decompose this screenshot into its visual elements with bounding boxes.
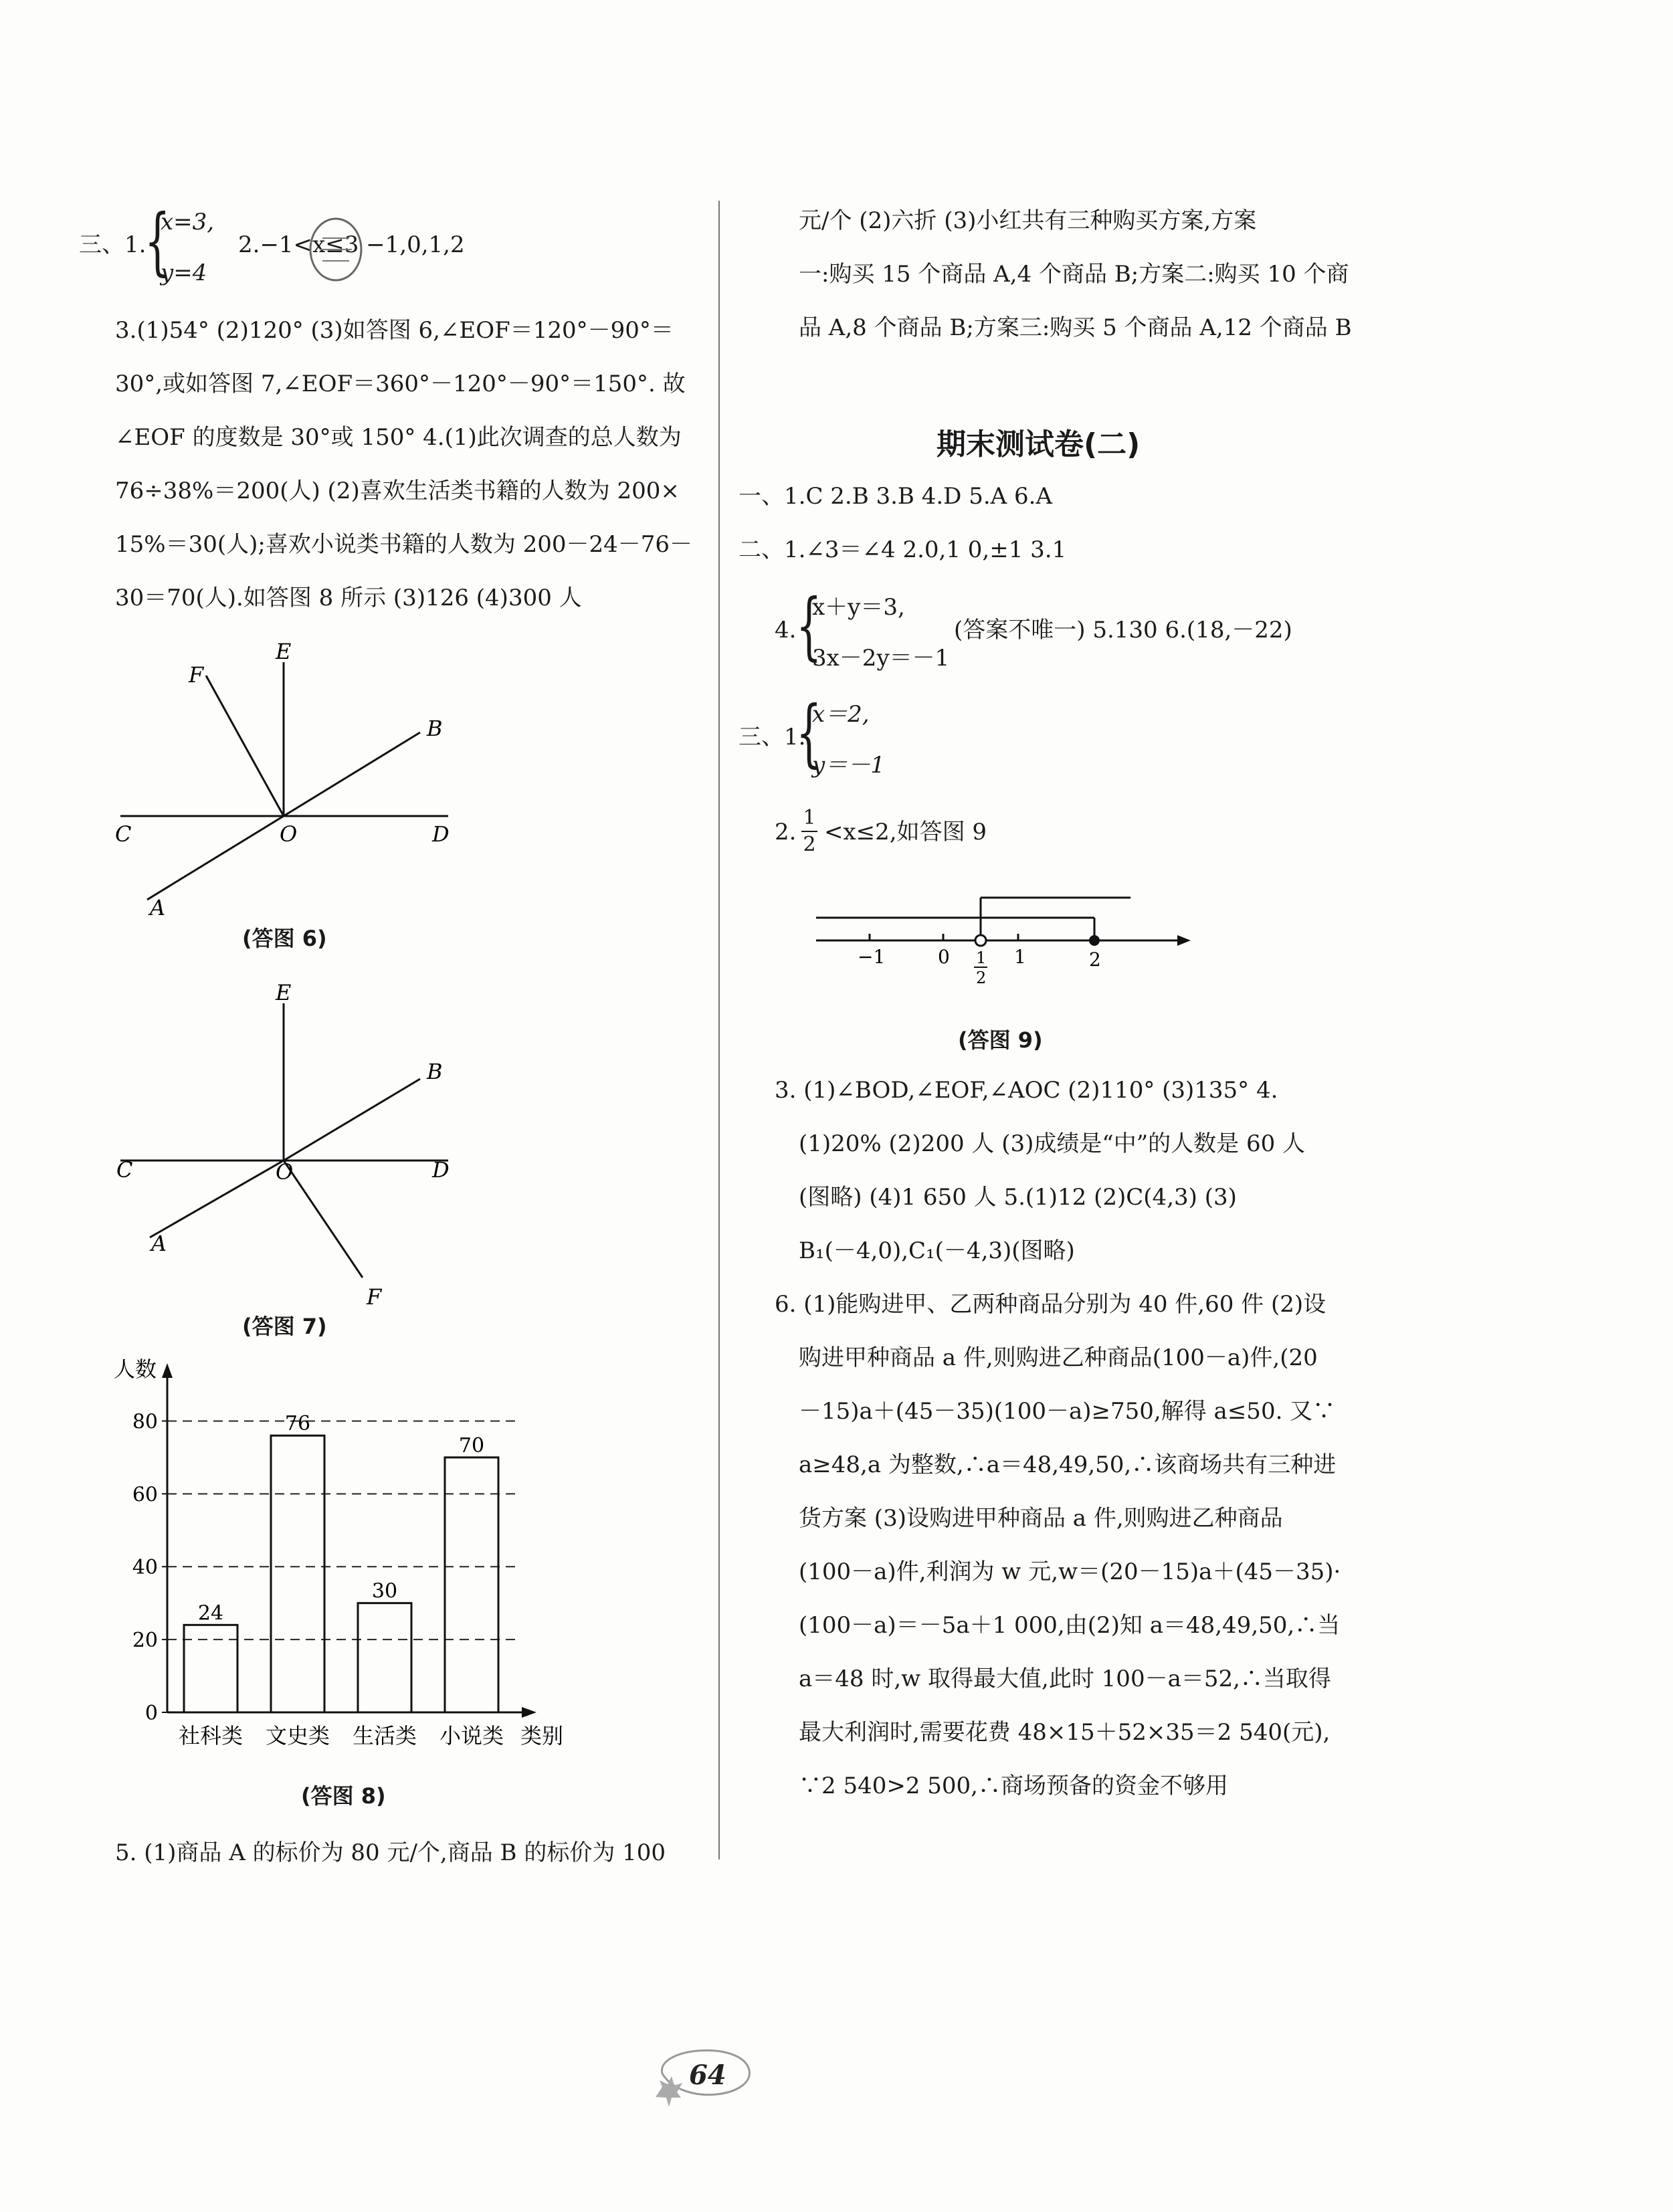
right-top-line-1: 元/个 (2)六折 (3)小红共有三种购买方案,方案 [799,207,1257,234]
brace: { [144,198,171,284]
section-title: 期末测试卷(二) [937,427,1141,462]
right-line-9: 货方案 (3)设购进甲种商品 a 件,则购进乙种商品 [799,1505,1283,1532]
right-line-1: 3. (1)∠BOD,∠EOF,∠AOC (2)110° (3)135° 4. [775,1077,1278,1104]
left-line-3: ∠EOF 的度数是 30°或 150° 4.(1)此次调查的总人数为 [115,424,682,451]
fig9-tick-0: 0 [938,946,950,968]
sec3-q1-eq-y: y=4 [161,260,207,286]
x-axis-label: 类别 [520,1723,564,1748]
y-tick-label: 0 [144,1702,158,1725]
fig7-caption: (答图 7) [242,1314,327,1339]
fig7-label-D: D [432,1157,450,1183]
right-line-6: 购进甲种商品 a 件,则购进乙种商品(100－a)件,(20 [799,1344,1318,1371]
right-line-7: －15)a＋(45－35)(100－a)≥750,解得 a≤50. 又∵ [799,1398,1336,1425]
fig6-caption: (答图 6) [242,926,327,951]
y-tick-label: 60 [132,1483,158,1507]
right-sec3-eq-y: y＝－1 [812,752,885,779]
right-line-14: ∵2 540>2 500,∴商场预备的资金不够用 [799,1773,1228,1799]
category-label: 社科类 [178,1723,243,1748]
y-tick-label: 80 [132,1410,158,1434]
bar-data-label: 76 [284,1412,311,1436]
right-line-11: (100－a)＝－5a＋1 000,由(2)知 a＝48,49,50,∴当 [799,1612,1341,1639]
left-line-2: 30°,或如答图 7,∠EOF＝360°－120°－90°＝150°. 故 [115,371,686,397]
fig6-label-E: E [276,639,292,664]
bar-data-label: 24 [197,1601,224,1625]
y-tick-label: 20 [132,1629,158,1653]
q2-fraction-bar [801,831,817,832]
fig9-caption: (答图 9) [958,1027,1043,1053]
bar-data-label: 30 [371,1579,398,1603]
category-label: 文史类 [265,1723,330,1748]
left-line-1: 3.(1)54° (2)120° (3)如答图 6,∠EOF＝120°－90°＝ [115,317,674,344]
fig6-label-O: O [280,821,298,847]
figure-8-bar-chart [100,1358,595,1773]
fig7-label-O: O [276,1159,294,1185]
right-line-2: (1)20% (2)200 人 (3)成绩是“中”的人数是 60 人 [799,1130,1306,1157]
right-line-4: B₁(－4,0),C₁(－4,3)(图略) [799,1237,1075,1264]
fig7-label-A: A [151,1231,167,1256]
fig7-label-C: C [116,1157,133,1183]
left-q5-line: 5. (1)商品 A 的标价为 80 元/个,商品 B 的标价为 100 [115,1839,666,1866]
left-line-4: 76÷38%＝200(人) (2)喜欢生活类书籍的人数为 200× [115,478,680,504]
sec3-q1-rest: 2.−1<x≤3 −1,0,1,2 [238,231,465,258]
right-line-3: (图略) (4)1 650 人 5.(1)12 (2)C(4,3) (3) [799,1184,1237,1211]
column-divider [718,201,720,1859]
fig6-label-A: A [150,895,166,920]
fig8-caption: (答图 8) [301,1783,386,1809]
bar-文史类 [271,1435,324,1712]
sec3-q1-eq-x: x=3, [161,209,215,235]
figure-7-angles [100,967,475,1314]
bar-社科类 [184,1625,237,1712]
q4-rest: (答案不唯一) 5.130 6.(18,－22) [954,617,1292,643]
fig7-label-B: B [427,1059,443,1084]
right-top-line-3: 品 A,8 个商品 B;方案三:购买 5 个商品 A,12 个商品 B [799,314,1352,341]
stamp-mark [302,213,369,286]
page-number-ornament [642,2033,763,2114]
right-line-13: 最大利润时,需要花费 48×15＋52×35＝2 540(元), [799,1719,1331,1746]
bar-生活类 [358,1603,411,1712]
fig9-half-num: 1 [976,948,987,967]
category-label: 小说类 [439,1723,504,1748]
bar-data-label: 70 [458,1433,485,1457]
right-line-5: 6. (1)能购进甲、乙两种商品分别为 40 件,60 件 (2)设 [775,1291,1326,1318]
left-line-5: 15%＝30(人);喜欢小说类书籍的人数为 200－24－76－ [115,531,693,558]
right-top-line-2: 一:购买 15 个商品 A,4 个商品 B;方案二:购买 10 个商 [799,261,1349,288]
right-sec2: 二、1.∠3＝∠4 2.0,1 0,±1 3.1 [739,536,1067,563]
x-axis-arrow [522,1707,536,1718]
right-sec3-eq-x: x＝2, [812,701,870,728]
q4-eq1: x＋y＝3, [812,594,905,621]
right-sec1: 一、1.C 2.B 3.B 4.D 5.A 6.A [739,483,1053,510]
left-line-6: 30＝70(人).如答图 8 所示 (3)126 (4)300 人 [115,585,582,611]
q2-prefix: 2. [775,819,797,845]
y-tick-label: 40 [132,1556,158,1580]
fig7-label-E: E [276,980,292,1005]
fig6-label-F: F [189,662,204,688]
right-line-10: (100－a)件,利润为 w 元,w＝(20－15)a＋(45－35)· [799,1559,1341,1585]
y-axis-label: 人数 [114,1358,157,1382]
category-label: 生活类 [352,1723,417,1748]
q2-fraction-denominator: 2 [803,833,816,856]
q2-fraction-numerator: 1 [803,806,816,829]
fig7-label-F: F [367,1284,382,1310]
brace: { [796,583,822,668]
figure-9-number-line [809,883,1197,997]
right-line-8: a≥48,a 为整数,∴a＝48,49,50,∴该商场共有三种进 [799,1451,1337,1478]
fig9-tick-1: 1 [1014,946,1026,968]
y-axis-arrow [162,1363,173,1378]
figure-6-angles [100,629,475,923]
q4-eq2: 3x－2y＝－1 [812,645,950,672]
right-line-12: a＝48 时,w 取得最大值,此时 100－a＝52,∴当取得 [799,1666,1331,1692]
fig9-tick-2: 2 [1089,948,1101,971]
q2-rest: <x≤2,如答图 9 [824,819,987,845]
fig9-tick-neg1: −1 [858,946,886,968]
page-number: 64 [689,2059,726,2091]
fig6-label-C: C [115,821,132,847]
fig6-label-B: B [427,716,443,741]
bar-小说类 [445,1457,498,1712]
fig6-label-D: D [432,821,450,847]
q4-prefix: 4. [775,617,797,643]
brace: { [796,690,822,775]
fig9-half-den: 2 [976,969,987,987]
right-sec3-prefix: 三、1. [739,724,806,750]
sec3-q1-prefix: 三、1. [79,231,146,258]
